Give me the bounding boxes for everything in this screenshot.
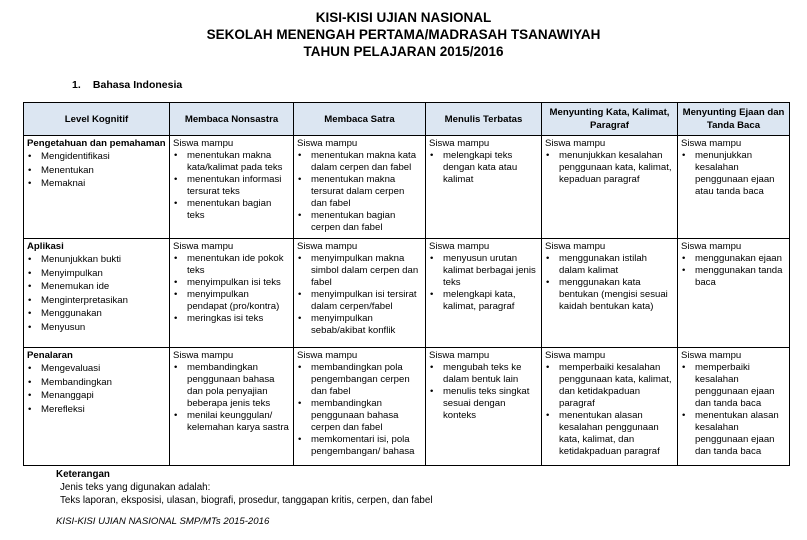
list-item: • menyimpulkan isi teks	[173, 277, 290, 289]
indicator-cell	[542, 348, 678, 466]
cell-lead: Siswa mampu	[297, 241, 358, 252]
cell-lead: Siswa mampu	[173, 138, 234, 149]
list-item: • menentukan makna kata dalam cerpen dan fabel	[297, 150, 422, 174]
list-item: • memperbaiki kesalahan penggunaan ejaan dan tanda baca	[681, 362, 786, 410]
list-item: • menentukan makna tersurat dalam cerpen dan fabel	[297, 174, 422, 210]
notes-section	[56, 468, 433, 507]
column-header: Membaca Satra	[294, 103, 426, 136]
cell-lead: Siswa mampu	[545, 241, 606, 252]
column-header: Menyunting Kata, Kalimat, Paragraf	[542, 103, 678, 136]
document-subtitle-school: SEKOLAH MENENGAH PERTAMA/MADRASAH TSANAWIYAH	[206, 27, 601, 42]
list-item: • Menginterpretasikan	[27, 294, 166, 308]
list-item: • menggunakan istilah dalam kalimat	[545, 253, 674, 277]
notes-line: Jenis teks yang digunakan adalah:	[60, 482, 211, 493]
list-item: • menunjukkan kesalahan penggunaan ejaan atau tanda baca	[681, 150, 786, 198]
indicator-list	[545, 253, 674, 313]
indicator-list	[297, 150, 422, 234]
list-item: • menentukan alasan kesalahan penggunaan kata, kalimat, dan ketidakpaduan paragraf	[545, 410, 674, 458]
table-row	[24, 136, 790, 239]
column-header: Membaca Nonsastra	[170, 103, 294, 136]
column-header: Menulis Terbatas	[426, 103, 542, 136]
cell-lead: Siswa mampu	[173, 241, 234, 252]
document-title: KISI-KISI UJIAN NASIONAL	[315, 10, 492, 25]
footer-text: KISI-KISI UJIAN NASIONAL SMP/MTs 2015-2016	[56, 516, 270, 527]
indicator-cell	[542, 136, 678, 239]
list-item: • menyimpulkan makna simbol dalam cerpen dan fabel	[297, 253, 422, 289]
cell-lead: Siswa mampu	[681, 138, 742, 149]
indicator-cell	[678, 239, 790, 348]
list-item: • menunjukkan kesalahan penggunaan kata, kalimat, kepaduan paragraf	[545, 150, 674, 186]
list-item: • menentukan ide pokok teks	[173, 253, 290, 277]
list-item: • melengkapi kata, kalimat, paragraf	[429, 289, 538, 313]
indicator-list	[545, 362, 674, 458]
list-item: • menggunakan tanda baca	[681, 265, 786, 289]
cell-lead: Siswa mampu	[545, 138, 606, 149]
verb-list	[27, 362, 166, 416]
list-item: • menyimpulkan isi tersirat dalam cerpen/fabel	[297, 289, 422, 313]
list-item: • Mengevaluasi	[27, 362, 166, 376]
indicator-list	[173, 150, 290, 222]
list-item: • Menyimpulkan	[27, 267, 166, 281]
indicator-cell	[294, 348, 426, 466]
subject-heading	[72, 79, 182, 91]
indicator-cell	[678, 136, 790, 239]
list-item: • Mengidentifikasi	[27, 150, 166, 164]
list-item: • Membandingkan	[27, 376, 166, 390]
indicator-cell	[294, 239, 426, 348]
list-item: • menulis teks singkat sesuai dengan konteks	[429, 386, 538, 422]
indicator-list	[297, 362, 422, 458]
list-item: • menentukan makna kata/kalimat pada teks	[173, 150, 290, 174]
list-item: • membandingkan pola pengembangan cerpen dan fabel	[297, 362, 422, 398]
indicator-list	[545, 150, 674, 186]
table-row	[24, 348, 790, 466]
list-item: • menentukan informasi tersurat teks	[173, 174, 290, 198]
column-header: Menyunting Ejaan dan Tanda Baca	[678, 103, 790, 136]
cell-lead: Siswa mampu	[297, 350, 358, 361]
list-item: • memkomentari isi, pola pengembangan/ bahasa	[297, 434, 422, 458]
indicator-cell	[678, 348, 790, 466]
notes-line: Teks laporan, eksposisi, ulasan, biografi, prosedur, tanggapan kritis, cerpen, dan fabel	[60, 495, 433, 506]
list-item: • menggunakan ejaan	[681, 253, 786, 265]
indicator-list	[429, 150, 538, 186]
list-item: • menentukan alasan kesalahan penggunaan ejaan dan tanda baca	[681, 410, 786, 458]
indicator-cell	[542, 239, 678, 348]
level-title: Penalaran	[27, 350, 73, 361]
indicator-cell	[294, 136, 426, 239]
cell-lead: Siswa mampu	[429, 138, 490, 149]
list-item: • mengubah teks ke dalam bentuk lain	[429, 362, 538, 386]
level-title: Aplikasi	[27, 241, 64, 252]
list-item: • menyusun urutan kalimat berbagai jenis teks	[429, 253, 538, 289]
level-cell	[24, 136, 170, 239]
list-item: • Menggunakan	[27, 307, 166, 321]
list-item: • Menanggapi	[27, 389, 166, 403]
indicator-list	[681, 362, 786, 458]
indicator-list	[429, 362, 538, 422]
table-header-row	[24, 103, 790, 136]
indicator-cell	[170, 239, 294, 348]
indicator-cell	[426, 239, 542, 348]
indicator-list	[429, 253, 538, 313]
cell-lead: Siswa mampu	[173, 350, 234, 361]
level-cell	[24, 348, 170, 466]
list-item: • memperbaiki kesalahan penggunaan kata, kalimat, dan ketidakpaduan paragraf	[545, 362, 674, 410]
cell-lead: Siswa mampu	[429, 241, 490, 252]
verb-list	[27, 150, 166, 191]
indicator-cell	[170, 348, 294, 466]
list-item: • membandingkan penggunaan bahasa cerpen dan fabel	[297, 398, 422, 434]
notes-heading: Keterangan	[56, 469, 110, 480]
list-item: • menentukan bagian cerpen dan fabel	[297, 210, 422, 234]
level-title: Pengetahuan dan pemahaman	[27, 138, 166, 149]
list-item: • melengkapi teks dengan kata atau kalimat	[429, 150, 538, 186]
list-item: • menentukan bagian teks	[173, 198, 290, 222]
list-item: • menyimpulkan pendapat (pro/kontra)	[173, 289, 290, 313]
list-item: • Menemukan ide	[27, 280, 166, 294]
list-item: • Menunjukkan bukti	[27, 253, 166, 267]
indicator-list	[297, 253, 422, 337]
cell-lead: Siswa mampu	[681, 350, 742, 361]
indicator-list	[173, 253, 290, 325]
cell-lead: Siswa mampu	[545, 350, 606, 361]
list-item: • Memaknai	[27, 177, 166, 191]
cell-lead: Siswa mampu	[681, 241, 742, 252]
cell-lead: Siswa mampu	[297, 138, 358, 149]
cell-lead: Siswa mampu	[429, 350, 490, 361]
table-row	[24, 239, 790, 348]
list-item: • menyimpulkan sebab/akibat konflik	[297, 313, 422, 337]
grid-table	[23, 102, 790, 466]
level-cell	[24, 239, 170, 348]
verb-list	[27, 253, 166, 334]
list-item: • Menyusun	[27, 321, 166, 335]
subject-number: 1.	[72, 79, 81, 91]
column-header: Level Kognitif	[24, 103, 170, 136]
list-item: • Menentukan	[27, 164, 166, 178]
indicator-list	[681, 253, 786, 289]
list-item: • menilai keunggulan/ kelemahan karya sastra	[173, 410, 290, 434]
indicator-cell	[426, 348, 542, 466]
document-subtitle-year: TAHUN PELAJARAN 2015/2016	[303, 44, 504, 59]
indicator-cell	[426, 136, 542, 239]
list-item: • membandingkan penggunaan bahasa dan pola penyajian beberapa jenis teks	[173, 362, 290, 410]
list-item: • meringkas isi teks	[173, 313, 290, 325]
indicator-list	[681, 150, 786, 198]
list-item: • menggunakan kata bentukan (mengisi sesuai kaidah bentukan kata)	[545, 277, 674, 313]
indicator-cell	[170, 136, 294, 239]
list-item: • Merefleksi	[27, 403, 166, 417]
indicator-list	[173, 362, 290, 434]
subject-name: Bahasa Indonesia	[92, 79, 183, 91]
